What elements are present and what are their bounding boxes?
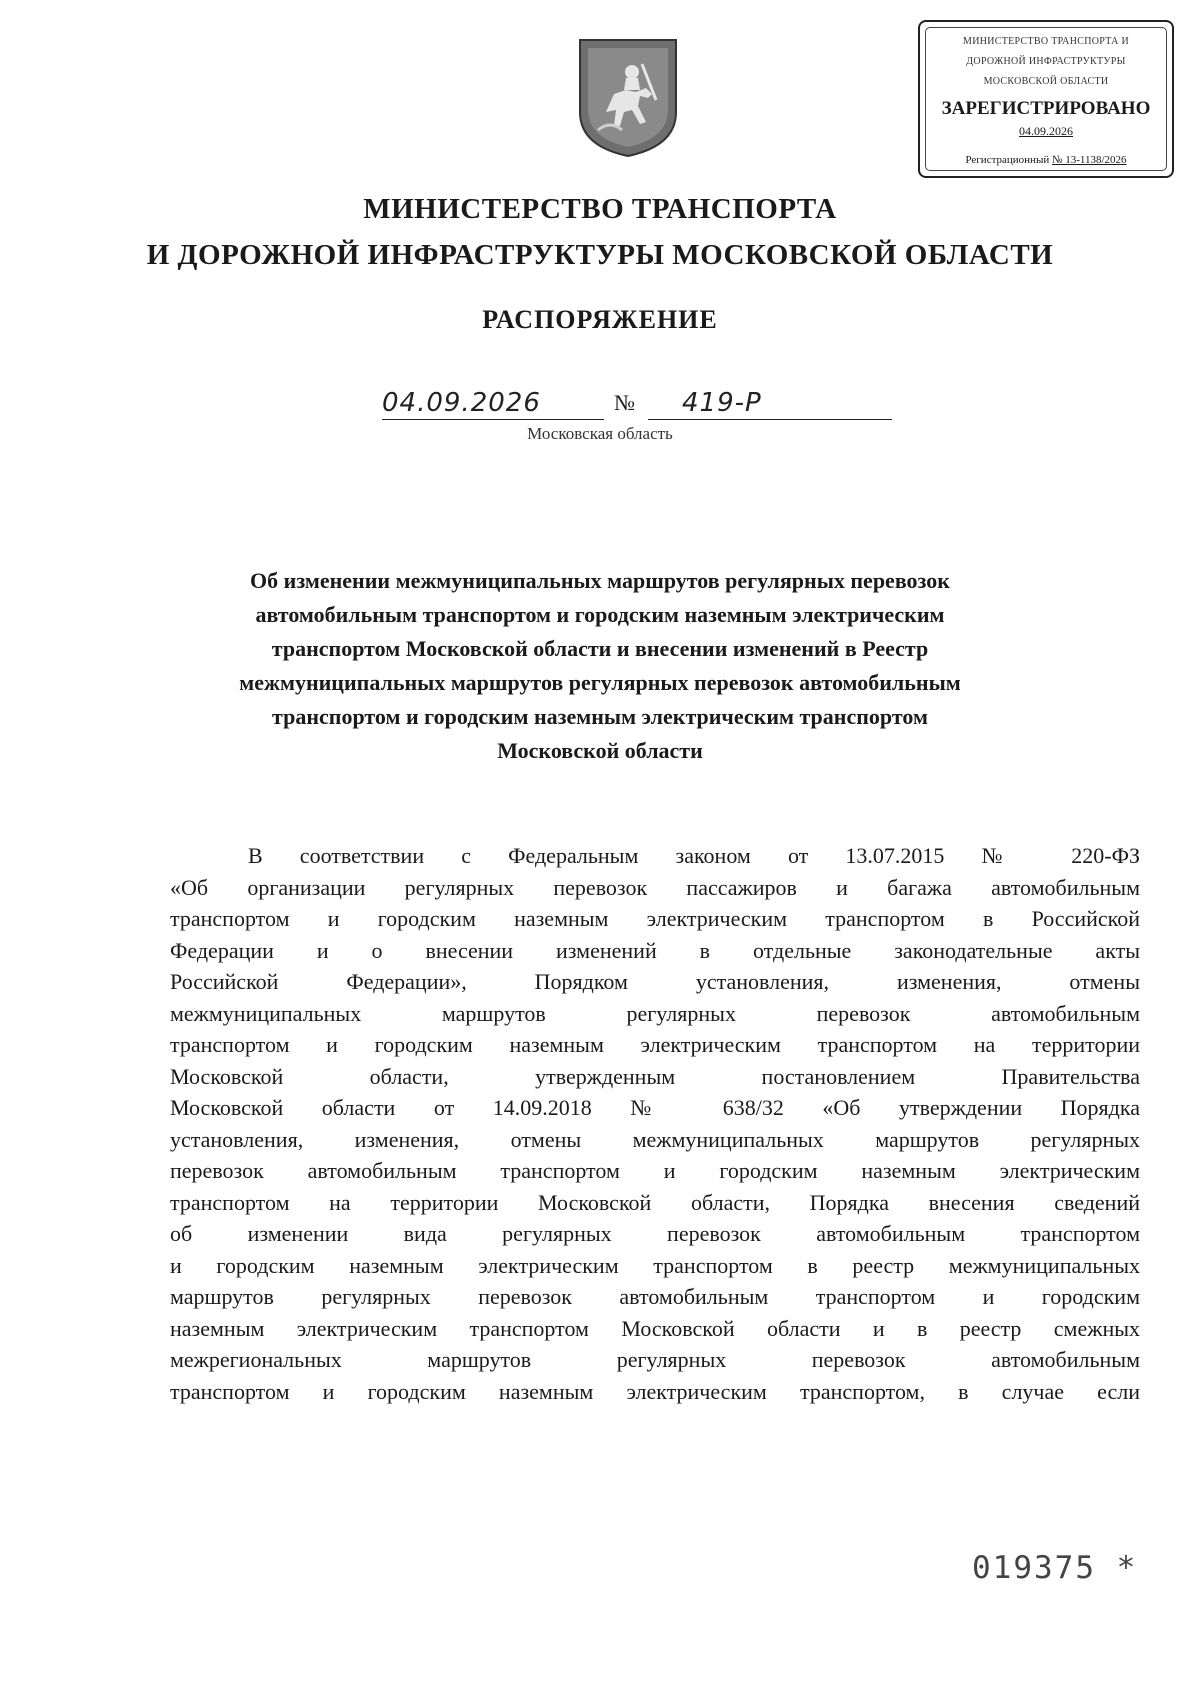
body-line: В соответствии с Федеральным законом от 13.07.2015 № 220-ФЗ [248,843,1140,868]
document-type: РАСПОРЯЖЕНИЕ [482,305,718,334]
body-line: «Об организации регулярных перевозок пассажиров и багажа автомобильным [170,874,1140,900]
handwritten-date: 04.09.2026 [382,388,541,418]
body-line: и городским наземным электрическим транспортом в реестр межмуниципальных [170,1252,1140,1278]
stamp-reg-value: № 13-1138/2026 [1051,154,1127,166]
body-line: транспортом и городским наземным электрическим транспортом, в случае если [170,1378,1140,1404]
body-line: межрегиональных маршрутов регулярных перевозок автомобильным [170,1347,1140,1372]
body-line: установления, изменения, отмены межмуниципальных маршрутов регулярных [170,1126,1140,1152]
body-line: межмуниципальных маршрутов регулярных перевозок автомобильным [170,1000,1140,1026]
stamp-org-line-2: ДОРОЖНОЙ ИНФРАСТРУКТУРЫ [966,56,1126,67]
body-line: маршрутов регулярных перевозок автомобильным транспортом и городским [170,1284,1140,1309]
body-line: транспортом и городским наземным электрическим транспортом в Российской [170,906,1140,931]
heading-line: автомобильным транспортом и городским наземным электрическим [255,602,945,627]
heading-line: межмуниципальных маршрутов регулярных перевозок автомобильным [239,670,961,695]
organization-title-line-2: И ДОРОЖНОЙ ИНФРАСТРУКТУРЫ МОСКОВСКОЙ ОБЛАСТИ [146,239,1054,271]
body-paragraph [170,840,1140,1407]
stamp-reg-label: Регистрационный [965,154,1052,166]
stamp-date: 04.09.2026 [1019,124,1073,138]
stamp-org-line-1: МИНИСТЕРСТВО ТРАНСПОРТА И [963,36,1129,47]
body-line: Федерации и о внесении изменений в отдельные законодательные акты [170,937,1140,963]
number-sign: № [614,390,635,415]
registration-stamp [918,20,1174,178]
stamp-status: ЗАРЕГИСТРИРОВАНО [941,98,1151,119]
number-underline [648,419,892,420]
heading-line: Московской области [497,738,703,763]
body-line: транспортом и городским наземным электрическим транспортом на территории [170,1032,1140,1057]
stamp-org-line-3: МОСКОВСКОЙ ОБЛАСТИ [983,76,1109,87]
body-line: транспортом на территории Московской области, Порядка внесения сведений [170,1189,1140,1215]
place-of-issue: Московская область [527,424,673,443]
date-number-line [382,382,892,422]
date-underline [382,419,604,420]
document-serial-code: 019375 * [972,1550,1138,1586]
organization-title-line-1: МИНИСТЕРСТВО ТРАНСПОРТА [363,193,837,225]
body-line: перевозок автомобильным транспортом и городским наземным электрическим [170,1158,1140,1183]
body-line: наземным электрическим транспортом Московской области и в реестр смежных [170,1315,1140,1341]
body-line: Московской области, утвержденным постановлением Правительства [170,1063,1140,1089]
stamp-reg-number [920,150,1172,170]
body-line: Московской области от 14.09.2018 № 638/32 «Об утверждении Порядка [170,1095,1140,1120]
document-heading [170,564,1030,768]
body-line: об изменении вида регулярных перевозок автомобильным транспортом [170,1221,1140,1246]
body-line: Российской Федерации», Порядком установления, изменения, отмены [170,969,1140,994]
heading-line: транспортом Московской области и внесении изменений в Реестр [271,636,929,661]
handwritten-number: 419-Р [682,388,762,418]
heading-line: Об изменении межмуниципальных маршрутов регулярных перевозок [250,568,950,593]
heading-line: транспортом и городским наземным электрическим транспортом [272,704,928,729]
coat-of-arms-icon [576,34,680,158]
organization-title [0,186,1200,278]
